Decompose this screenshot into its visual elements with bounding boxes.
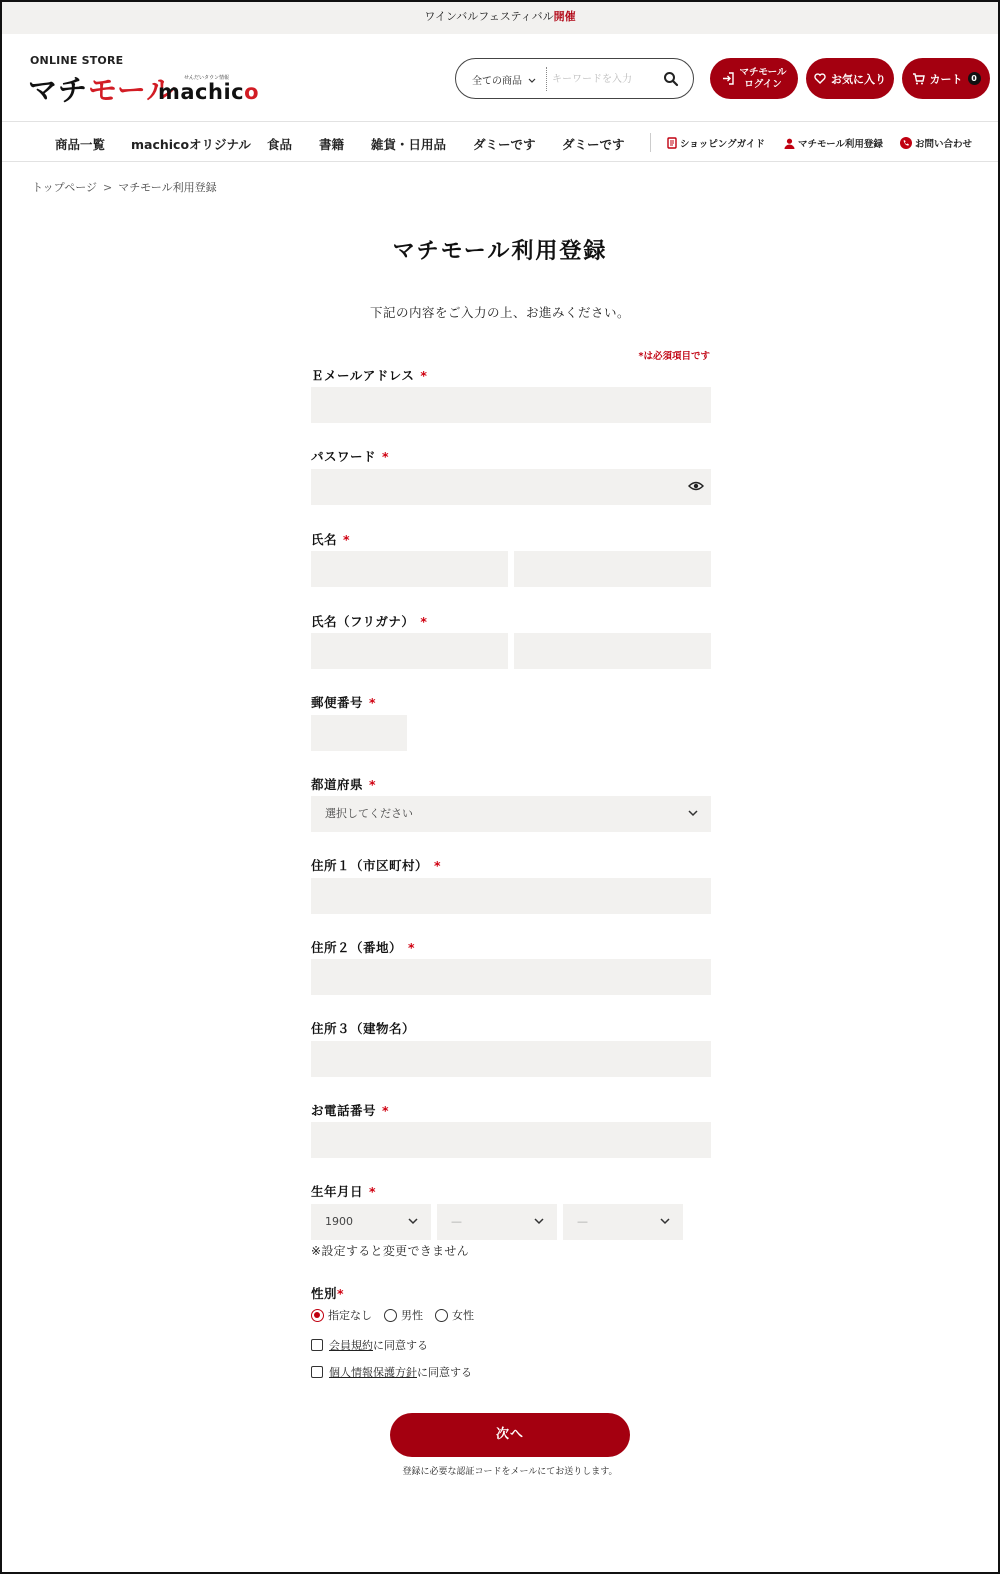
required-note: *は必須項目です: [638, 351, 710, 362]
first-name-kana-field[interactable]: [514, 633, 711, 669]
first-name-field[interactable]: [514, 551, 711, 587]
cart-button[interactable]: [902, 58, 990, 99]
address2-label: 住所２（番地） *: [311, 940, 416, 955]
logo-online-store: ONLINE STORE: [30, 54, 124, 67]
global-nav: [0, 122, 1000, 162]
nav-item-products[interactable]: 商品一覧: [55, 137, 106, 152]
prefecture-select[interactable]: 選択してください: [311, 796, 711, 832]
nav-item-dummy-1[interactable]: ダミーです: [473, 137, 536, 152]
guide-icon: [667, 137, 677, 149]
site-header: [0, 34, 1000, 122]
logo-text-red: モール: [88, 73, 177, 107]
email-label: Ｅメールアドレス *: [311, 368, 428, 383]
last-name-field[interactable]: [311, 551, 508, 587]
radio-icon: [435, 1309, 448, 1322]
login-icon: [722, 72, 735, 85]
chevron-down-icon: [533, 1215, 545, 1227]
favorites-button[interactable]: [806, 58, 894, 99]
chevron-down-icon: [687, 807, 699, 819]
search-input[interactable]: [552, 69, 656, 89]
address1-label: 住所１（市区町村） *: [311, 858, 442, 873]
gender-radio-group: [311, 1307, 486, 1323]
last-name-kana-field[interactable]: [311, 633, 508, 669]
email-field[interactable]: [311, 387, 711, 423]
gender-option-unspecified[interactable]: 指定なし: [311, 1307, 372, 1323]
search-category-select[interactable]: 全ての商品: [472, 72, 536, 87]
password-label: パスワード *: [311, 449, 390, 464]
logo-text-black: マチ: [28, 73, 89, 107]
machico-tagline: せんだいタウン情報: [184, 75, 230, 81]
announcement-text: ワインバルフェスティバル: [424, 10, 554, 23]
radio-icon: [384, 1309, 397, 1322]
birth-year-select[interactable]: 1900: [311, 1204, 431, 1240]
nav-separator: [650, 133, 651, 152]
breadcrumb-current: マチモール利用登録: [118, 181, 217, 194]
machico-wordmark: machico: [158, 80, 260, 104]
page-title: マチモール利用登録: [392, 239, 608, 264]
checkbox-icon: [311, 1366, 323, 1378]
announcement-highlight: 開催: [553, 10, 576, 23]
birth-day-select[interactable]: —: [563, 1204, 683, 1240]
nav-item-machico-original[interactable]: machicoオリジナル: [131, 137, 251, 152]
nav-item-goods[interactable]: 雑貨・日用品: [371, 137, 447, 152]
chevron-down-icon: [528, 77, 536, 87]
submit-footnote: 登録に必要な認証コードをメールにてお送りします。: [402, 1467, 618, 1477]
prefecture-label: 都道府県 *: [311, 777, 377, 792]
search-icon[interactable]: [663, 71, 679, 87]
terms-checkbox[interactable]: [311, 1337, 428, 1353]
address3-label: 住所３（建物名）: [311, 1021, 416, 1036]
privacy-suffix: に同意する: [417, 1366, 472, 1379]
birth-month-select[interactable]: —: [437, 1204, 557, 1240]
gender-option-female[interactable]: 女性: [435, 1307, 474, 1323]
search-divider: [546, 67, 547, 91]
nav-item-dummy-2[interactable]: ダミーです: [562, 137, 625, 152]
phone-icon: [900, 137, 912, 149]
chevron-down-icon: [659, 1215, 671, 1227]
kana-label: 氏名（フリガナ） *: [311, 614, 428, 629]
address2-field[interactable]: [311, 959, 711, 995]
terms-suffix: に同意する: [373, 1339, 428, 1352]
user-icon: [784, 138, 795, 149]
address1-field[interactable]: [311, 878, 711, 914]
gender-label: 性別*: [311, 1286, 345, 1301]
terms-link[interactable]: 会員規約: [329, 1339, 373, 1352]
birthdate-label: 生年月日 *: [311, 1184, 377, 1199]
next-button[interactable]: 次へ: [390, 1413, 630, 1457]
phone-label: お電話番号 *: [311, 1103, 390, 1118]
breadcrumb: [32, 179, 217, 195]
zip-label: 郵便番号 *: [311, 695, 377, 710]
machico-logo[interactable]: [158, 74, 259, 103]
checkbox-icon: [311, 1339, 323, 1351]
heart-icon: [814, 73, 826, 84]
address3-field[interactable]: [311, 1041, 711, 1077]
birthdate-note: ※設定すると変更できません: [311, 1244, 469, 1258]
favorites-label: お気に入り: [831, 72, 886, 86]
login-label: マチモール ログイン: [739, 66, 787, 90]
cart-icon: [912, 73, 925, 85]
nav-item-food[interactable]: 食品: [267, 137, 293, 152]
privacy-link[interactable]: 個人情報保護方針: [329, 1366, 417, 1379]
nav-item-books[interactable]: 書籍: [319, 137, 345, 152]
nav-contact[interactable]: お問い合わせ: [900, 136, 972, 150]
password-field[interactable]: [311, 469, 711, 505]
cart-count-badge: 0: [968, 72, 981, 85]
login-button[interactable]: [710, 58, 798, 99]
eye-icon[interactable]: [688, 478, 704, 494]
breadcrumb-separator: >: [103, 181, 113, 194]
breadcrumb-home[interactable]: トップページ: [32, 181, 98, 194]
announcement-bar[interactable]: [0, 0, 1000, 34]
nav-shopping-guide[interactable]: ショッピングガイド: [667, 136, 765, 150]
nav-member-registration[interactable]: マチモール利用登録: [784, 136, 883, 150]
radio-selected-icon: [311, 1309, 324, 1322]
name-label: 氏名 *: [311, 532, 351, 547]
phone-field[interactable]: [311, 1122, 711, 1158]
site-logo[interactable]: [28, 68, 176, 109]
privacy-checkbox[interactable]: [311, 1364, 472, 1380]
chevron-down-icon: [407, 1215, 419, 1227]
page-lead: 下記の内容をご入力の上、お進みください。: [369, 305, 630, 320]
cart-label: カート: [929, 72, 963, 86]
search-box: [455, 58, 694, 99]
gender-option-male[interactable]: 男性: [384, 1307, 423, 1323]
zip-field[interactable]: [311, 715, 407, 751]
